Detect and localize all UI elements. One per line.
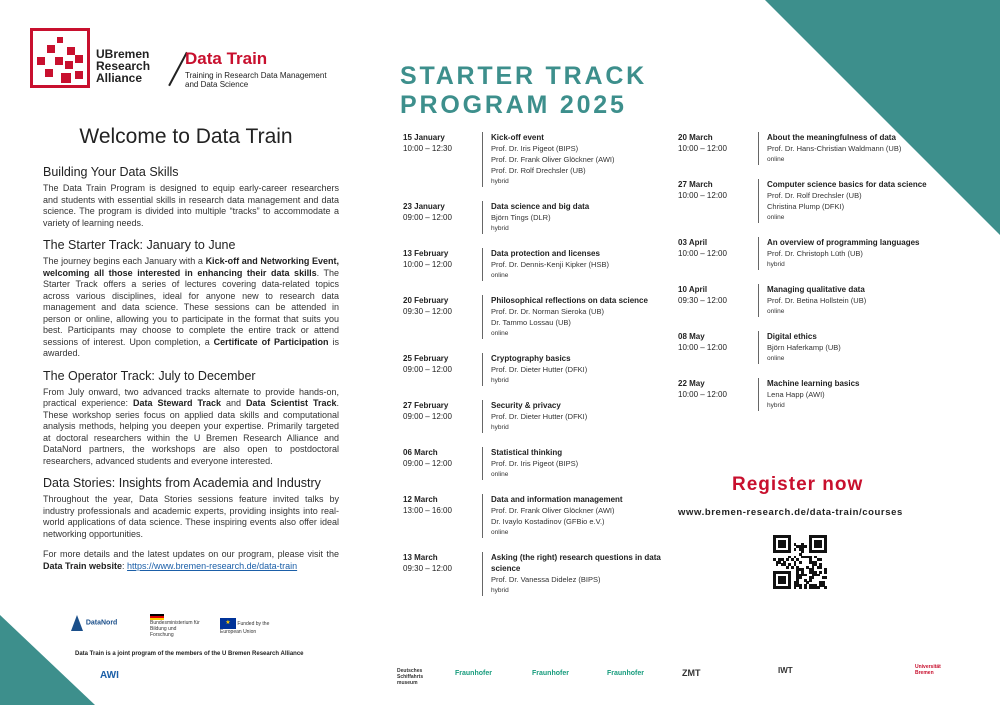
event-details	[767, 179, 952, 223]
section-body: Throughout the year, Data Stories sessions feature invited talks by industry professionals and academic experts, providing insights into real-world applications of data science. These inspiring events also offer ideal networking opportunities.	[43, 494, 339, 539]
schedule-event	[403, 132, 676, 187]
schedule-column-2	[678, 132, 952, 411]
event-date: 10 April 09:30 – 12:00	[678, 285, 727, 305]
event-title: Data protection and licenses	[491, 249, 600, 258]
event-details	[491, 400, 676, 433]
schedule-event	[678, 331, 952, 364]
event-format: hybrid	[767, 261, 785, 268]
event-details	[491, 295, 676, 339]
header-logo[interactable]	[30, 28, 330, 90]
event-title: An overview of programming languages	[767, 238, 920, 247]
event-title: Philosophical reflections on data science	[491, 296, 648, 305]
event-details	[767, 284, 952, 317]
event-format: hybrid	[491, 225, 509, 232]
event-details	[491, 353, 676, 386]
event-speaker: Prof. Dr. Rolf Drechsler (UB)	[491, 166, 586, 175]
event-divider	[482, 400, 483, 433]
event-title: Security & privacy	[491, 401, 561, 410]
event-speaker: Prof. Dr. Christoph Lüth (UB)	[767, 249, 863, 258]
schedule-event	[403, 494, 676, 538]
event-date: 20 February 09:30 – 12:00	[403, 296, 452, 316]
event-divider	[758, 331, 759, 364]
event-format: hybrid	[767, 402, 785, 409]
event-details	[767, 331, 952, 364]
event-details	[491, 248, 676, 281]
event-details	[491, 132, 676, 187]
event-divider	[482, 132, 483, 187]
event-divider	[482, 353, 483, 386]
program-title: STARTER TRACK PROGRAM 2025	[400, 62, 648, 119]
uni-bremen-logo: Universität Bremen	[915, 664, 941, 676]
event-speaker: Prof. Dr. Frank Oliver Glöckner (AWI)	[491, 155, 615, 164]
schedule-event	[678, 237, 952, 270]
event-date: 13 February 10:00 – 12:00	[403, 249, 452, 269]
section-heading: Building Your Data Skills	[43, 165, 179, 179]
event-speaker: Christina Plump (DFKI)	[767, 202, 845, 211]
event-speaker: Prof. Dr. Hans-Christian Waldmann (UB)	[767, 144, 902, 153]
eu-logo: ★ Funded by the European Union	[220, 620, 270, 635]
funder-logos	[70, 612, 280, 642]
event-details	[491, 494, 676, 538]
awi-logo: AWI	[100, 670, 119, 681]
event-title: Machine learning basics	[767, 379, 860, 388]
event-format: online	[767, 355, 785, 362]
section-body: From July onward, two advanced tracks alternate to provide hands-on, practical experience: Data Steward Track and Data Scientist Track. These workshop series focus on applied data skills and computational analysis methods, helping you deepen your expertise. Primarily targeted at doctoral researchers within the U Bremen Research Alliance and DataNord partners, the workshops are also open to postdoctoral researchers, advanced students and everyone interested.	[43, 386, 339, 466]
event-format: hybrid	[491, 587, 509, 594]
event-speaker: Prof. Dr. Betina Hollstein (UB)	[767, 296, 867, 305]
website-link[interactable]: https://www.bremen-research.de/data-train	[127, 560, 298, 571]
event-divider	[758, 284, 759, 317]
event-title: Asking (the right) research questions in data science	[491, 553, 661, 573]
event-divider	[482, 201, 483, 234]
schedule-event	[678, 179, 952, 223]
event-title: Computer science basics for data science	[767, 180, 927, 189]
iwt-logo: IWT	[778, 666, 793, 675]
schedule-event	[403, 248, 676, 281]
event-format: online	[767, 156, 785, 163]
event-format: online	[491, 272, 509, 279]
event-divider	[758, 378, 759, 411]
event-details	[767, 132, 952, 165]
bmbf-logo: Bundesministerium für Bildung und Forschung	[150, 614, 200, 638]
event-date: 08 May 10:00 – 12:00	[678, 332, 727, 352]
data-train-wordmark: Data Train Training in Research Data Management and Data Science	[185, 49, 327, 89]
schedule-event	[678, 132, 952, 165]
schedule-event	[678, 284, 952, 317]
section-heading: Data Stories: Insights from Academia and Industry	[43, 476, 321, 490]
welcome-heading: Welcome to Data Train	[79, 125, 293, 148]
event-date: 15 January 10:00 – 12:30	[403, 133, 452, 153]
event-speaker: Prof. Dr. Frank Oliver Glöckner (AWI)	[491, 506, 615, 515]
event-divider	[482, 447, 483, 480]
event-speaker: Prof. Dr. Dieter Hutter (DFKI)	[491, 412, 588, 421]
event-title: Data science and big data	[491, 202, 590, 211]
event-date: 25 February 09:00 – 12:00	[403, 354, 452, 374]
event-date: 27 March 10:00 – 12:00	[678, 180, 727, 200]
event-date: 20 March 10:00 – 12:00	[678, 133, 727, 153]
fraunhofer-ifam-logo: Fraunhofer	[455, 670, 492, 677]
schedule-column-1	[403, 132, 676, 596]
event-speaker: Dr. Tammo Lossau (UB)	[491, 318, 571, 327]
qr-code-icon[interactable]	[773, 535, 827, 589]
event-details	[491, 552, 676, 596]
event-title: Cryptography basics	[491, 354, 571, 363]
event-date: 03 April 10:00 – 12:00	[678, 238, 727, 258]
section-heading: The Starter Track: January to June	[43, 238, 236, 252]
event-format: online	[767, 308, 785, 315]
datanord-logo: DataNord	[70, 614, 117, 632]
event-speaker: Björn Haferkamp (UB)	[767, 343, 841, 352]
event-speaker: Prof. Dr. Iris Pigeot (BIPS)	[491, 459, 579, 468]
dsm-logo: Deutsches Schiffahrts museum	[397, 668, 424, 686]
section-body: The Data Train Program is designed to equip early-career researchers and students with essential skills in research data management and data science. The program is divided into multiple “tracks” to accommodate a variety of learning needs.	[43, 183, 339, 228]
section-body: The journey begins each January with a Kick-off and Networking Event, welcoming all those interested in enhancing their data skills. The Starter Track offers a series of lectures covering data-related topics across various disciplines, ideal for anyone new to research data management and data science. These sessions can be attended in person or online, allowing you to participate in the format that suits you best. Participants may choose to complete the entire track or attend sessions of interest. Upon completion, a Certificate of Participation is awarded.	[43, 256, 339, 358]
event-divider	[482, 248, 483, 281]
schedule-event	[403, 353, 676, 386]
event-divider	[482, 552, 483, 596]
event-speaker: Prof. Dr. Vanessa Didelez (BIPS)	[491, 575, 601, 584]
event-speaker: Prof. Dr. Dieter Hutter (DFKI)	[491, 365, 588, 374]
event-divider	[482, 295, 483, 339]
event-format: online	[491, 529, 509, 536]
event-format: online	[767, 214, 785, 221]
zmt-logo: ZMT	[682, 668, 701, 678]
event-format: hybrid	[491, 424, 509, 431]
event-date: 12 March 13:00 – 16:00	[403, 495, 452, 515]
event-format: online	[491, 471, 509, 478]
more-info-text: For more details and the latest updates on our program, please visit the Data Train website: https://www.bremen-research.de/data-train	[43, 549, 339, 571]
event-title: Kick-off event	[491, 133, 544, 142]
schedule-event	[403, 552, 676, 596]
event-speaker: Dr. Ivaylo Kostadinov (GFBio e.V.)	[491, 517, 605, 526]
event-speaker: Prof. Dr. Rolf Drechsler (UB)	[767, 191, 862, 200]
event-divider	[758, 237, 759, 270]
event-divider	[758, 179, 759, 223]
event-details	[491, 201, 676, 234]
event-speaker: Prof. Dr. Dr. Norman Sieroka (UB)	[491, 307, 604, 316]
schedule-event	[403, 447, 676, 480]
event-details	[767, 378, 952, 411]
event-speaker: Lena Happ (AWI)	[767, 390, 825, 399]
event-title: Managing qualitative data	[767, 285, 865, 294]
event-date: 13 March 09:30 – 12:00	[403, 553, 452, 573]
schedule-event	[403, 295, 676, 339]
event-speaker: Prof. Dr. Iris Pigeot (BIPS)	[491, 144, 579, 153]
event-details	[767, 237, 952, 270]
register-url[interactable]: www.bremen-research.de/data-train/courses	[678, 507, 903, 518]
partner-logos	[100, 664, 960, 690]
event-title: Data and information management	[491, 495, 623, 504]
fraunhofer-mevis-logo: Fraunhofer	[607, 670, 644, 677]
event-title: About the meaningfulness of data	[767, 133, 896, 142]
schedule-event	[678, 378, 952, 411]
event-format: hybrid	[491, 178, 509, 185]
event-speaker: Prof. Dr. Dennis-Kenji Kipker (HSB)	[491, 260, 609, 269]
event-date: 06 March 09:00 – 12:00	[403, 448, 452, 468]
event-divider	[482, 494, 483, 538]
event-title: Digital ethics	[767, 332, 817, 341]
event-divider	[758, 132, 759, 165]
event-speaker: Björn Tings (DLR)	[491, 213, 551, 222]
partner-statement: Data Train is a joint program of the members of the U Bremen Research Alliance	[75, 651, 304, 657]
event-date: 23 January 09:00 – 12:00	[403, 202, 452, 222]
section-heading: The Operator Track: July to December	[43, 368, 256, 383]
event-date: 22 May 10:00 – 12:00	[678, 379, 727, 399]
intro-column	[43, 125, 339, 572]
register-heading[interactable]: Register now	[732, 474, 864, 495]
event-format: hybrid	[491, 377, 509, 384]
schedule-event	[403, 400, 676, 433]
schedule-event	[403, 201, 676, 234]
event-date: 27 February 09:00 – 12:00	[403, 401, 452, 421]
event-details	[491, 447, 676, 480]
ubra-logo-mark-icon	[30, 28, 90, 88]
event-title: Statistical thinking	[491, 448, 563, 457]
event-format: online	[491, 330, 509, 337]
ubra-wordmark: UBremen Research Alliance	[96, 47, 151, 85]
fraunhofer-iws-logo: Fraunhofer	[532, 670, 569, 677]
